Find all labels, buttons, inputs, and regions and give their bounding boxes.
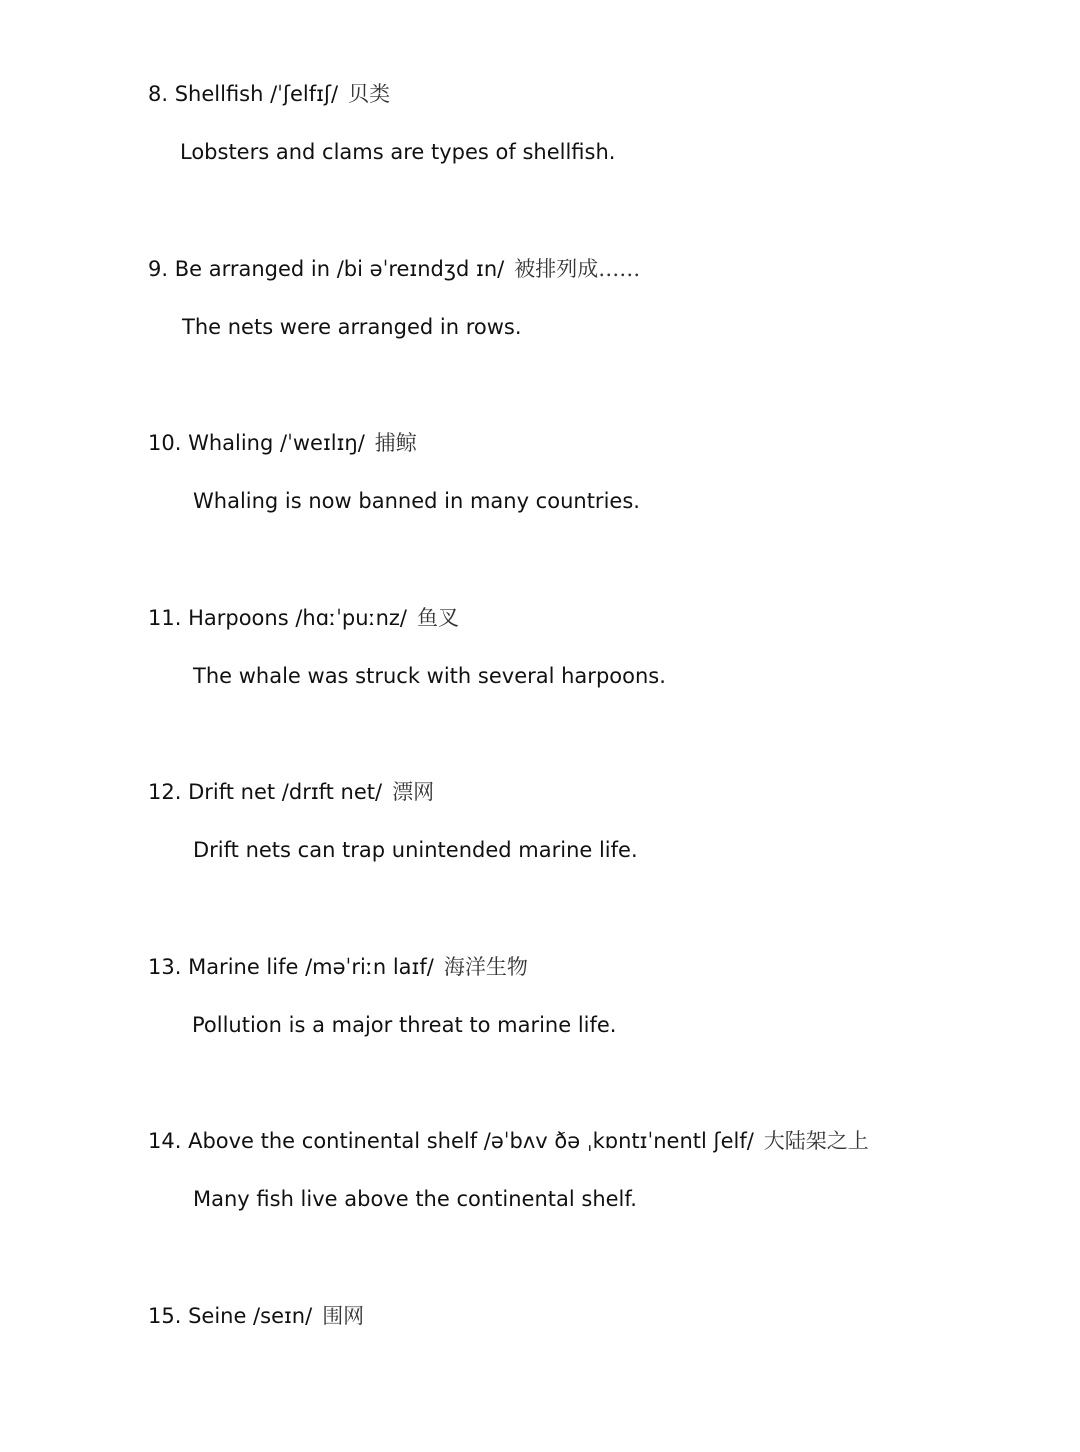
entry-heading (148, 604, 1048, 632)
entry-term: 12. Drift net /drɪft net/ (148, 780, 383, 804)
entry-heading (148, 429, 1048, 457)
entry-translation: 贝类 (348, 82, 391, 106)
entry-term: 10. Whaling /ˈweɪlɪŋ/ (148, 431, 365, 455)
vocab-entry-9 (148, 255, 1048, 341)
entry-heading (148, 255, 1048, 283)
entry-example: Whaling is now banned in many countries. (193, 489, 640, 513)
vocab-entry-11 (148, 604, 1048, 690)
entry-heading (148, 80, 1048, 108)
entry-translation: 围网 (322, 1304, 365, 1328)
vocab-entry-14 (148, 1127, 1048, 1213)
entry-heading (148, 778, 1048, 806)
entry-term: 15. Seine /seɪn/ (148, 1304, 313, 1328)
entry-term: 14. Above the continental shelf /əˈbʌv ðə ˌkɒntɪˈnentl ʃelf/ (148, 1129, 754, 1153)
entry-example: The nets were arranged in rows. (182, 315, 522, 339)
entry-example: Lobsters and clams are types of shellfish. (180, 140, 616, 164)
entry-term: 9. Be arranged in /bi əˈreɪndʒd ɪn/ (148, 257, 505, 281)
entry-example: Pollution is a major threat to marine life. (192, 1013, 617, 1037)
vocab-entry-12 (148, 778, 1048, 864)
entry-term: 11. Harpoons /hɑːˈpuːnz/ (148, 606, 408, 630)
entry-term: 8. Shellfish /ˈʃelfɪʃ/ (148, 82, 339, 106)
entry-example: Many fish live above the continental shelf. (193, 1187, 637, 1211)
entry-term: 13. Marine life /məˈriːn laɪf/ (148, 955, 434, 979)
entry-heading (148, 1127, 1048, 1155)
entry-translation: 漂网 (392, 780, 435, 804)
vocab-entry-13 (148, 953, 1048, 1039)
vocab-entry-10 (148, 429, 1048, 515)
entry-heading (148, 953, 1048, 981)
entry-translation: 鱼叉 (417, 606, 460, 630)
entry-translation: 大陆架之上 (763, 1129, 869, 1153)
entry-example: Drift nets can trap unintended marine life. (193, 838, 638, 862)
entry-translation: 被排列成…… (514, 257, 641, 281)
vocab-entry-15 (148, 1302, 1048, 1330)
entry-example: The whale was struck with several harpoons. (193, 664, 666, 688)
entry-translation: 海洋生物 (443, 955, 528, 979)
vocab-entry-8 (148, 80, 1048, 166)
entry-heading (148, 1302, 1048, 1330)
entry-translation: 捕鲸 (374, 431, 417, 455)
